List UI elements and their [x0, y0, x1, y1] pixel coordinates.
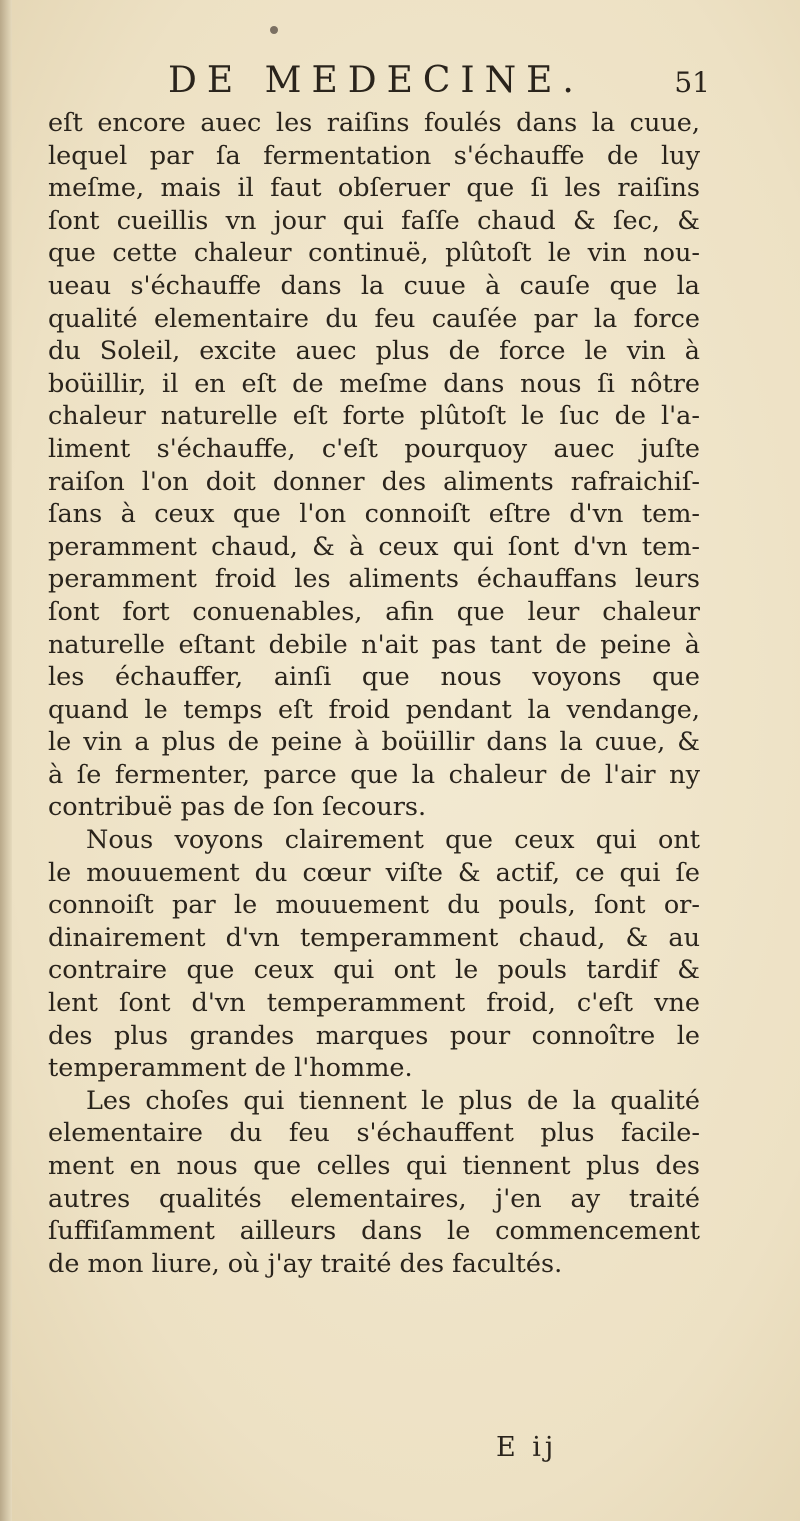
- body-text: [48, 107, 700, 1280]
- text-line: lent ſont d'vn temperamment froid, c'eſt vne: [48, 988, 700, 1019]
- text-line: du Soleil, excite auec plus de force le vin à: [48, 336, 700, 367]
- signature-mark: E ij: [496, 1432, 558, 1463]
- paragraph: [48, 1085, 700, 1281]
- text-line: chaleur naturelle eſt forte plûtoſt le ſuc de l'a-: [48, 401, 700, 432]
- text-line: les échauffer, ainſi que nous voyons que: [48, 662, 700, 693]
- text-line: temperamment de l'homme.: [48, 1053, 413, 1084]
- text-line: raiſon l'on doit donner des aliments rafraichiſ-: [48, 466, 700, 497]
- text-line: elementaire du feu s'échauffent plus facile-: [48, 1118, 700, 1149]
- page-header: [150, 60, 710, 112]
- text-line: le vin a plus de peine à boüillir dans la cuue, &: [48, 727, 700, 758]
- text-line: naturelle eſtant debile n'ait pas tant de peine à: [48, 629, 700, 660]
- text-line: des plus grandes marques pour connoître le: [48, 1020, 700, 1051]
- running-title: DE MEDECINE.: [168, 60, 584, 101]
- ink-spot: [270, 26, 278, 34]
- text-line: peramment chaud, & à ceux qui ſont d'vn tem-: [48, 531, 700, 562]
- text-line: ſans à ceux que l'on connoiſt eſtre d'vn tem-: [48, 499, 700, 530]
- text-line: dinairement d'vn temperamment chaud, & au: [48, 922, 700, 953]
- text-line: Les choſes qui tiennent le plus de la qualité: [86, 1085, 700, 1116]
- page-gutter: [0, 0, 12, 1521]
- text-line: contraire que ceux qui ont le pouls tardif &: [48, 955, 700, 986]
- text-line: de mon liure, où j'ay traité des facultés.: [48, 1248, 563, 1279]
- text-line: le mouuement du cœur viſte & actif, ce qui ſe: [48, 857, 700, 888]
- text-line: autres qualités elementaires, j'en ay traité: [48, 1183, 700, 1214]
- text-line: ſuffiſamment ailleurs dans le commencement: [48, 1216, 700, 1247]
- text-line: liment s'échauffe, c'eſt pourquoy auec juſte: [48, 433, 700, 464]
- text-line: à ſe fermenter, parce que la chaleur de l'air ny: [48, 759, 700, 790]
- text-line: ſont fort conuenables, afin que leur chaleur: [48, 596, 700, 627]
- page-number: 51: [674, 66, 710, 99]
- text-line: que cette chaleur continuë, plûtoſt le vin nou-: [48, 238, 700, 269]
- text-line: ueau s'échauffe dans la cuue à cauſe que la: [48, 270, 700, 301]
- text-line: quand le temps eſt froid pendant la vendange,: [48, 694, 700, 725]
- text-line: lequel par ſa fermentation s'échauffe de luy: [48, 140, 700, 171]
- text-line: eſt encore auec les raiſins foulés dans la cuue,: [48, 108, 700, 138]
- paragraph: [48, 107, 700, 824]
- text-line: meſme, mais il faut obſeruer que ſi les raiſins: [48, 173, 700, 204]
- text-line: connoiſt par le mouuement du pouls, ſont or-: [48, 890, 700, 921]
- text-line: peramment froid les aliments échauffans leurs: [48, 564, 700, 595]
- text-line: ment en nous que celles qui tiennent plus des: [48, 1151, 700, 1181]
- text-line: ſont cueillis vn jour qui faſſe chaud & ſec, &: [48, 205, 700, 236]
- text-line: Nous voyons clairement que ceux qui ont: [86, 825, 700, 856]
- text-line: contribuë pas de ſon ſecours.: [48, 792, 427, 823]
- paragraph: [48, 824, 700, 1085]
- text-line: qualité elementaire du feu cauſée par la force: [48, 303, 700, 334]
- text-line: boüillir, il en eſt de meſme dans nous ſi nôtre: [48, 368, 700, 399]
